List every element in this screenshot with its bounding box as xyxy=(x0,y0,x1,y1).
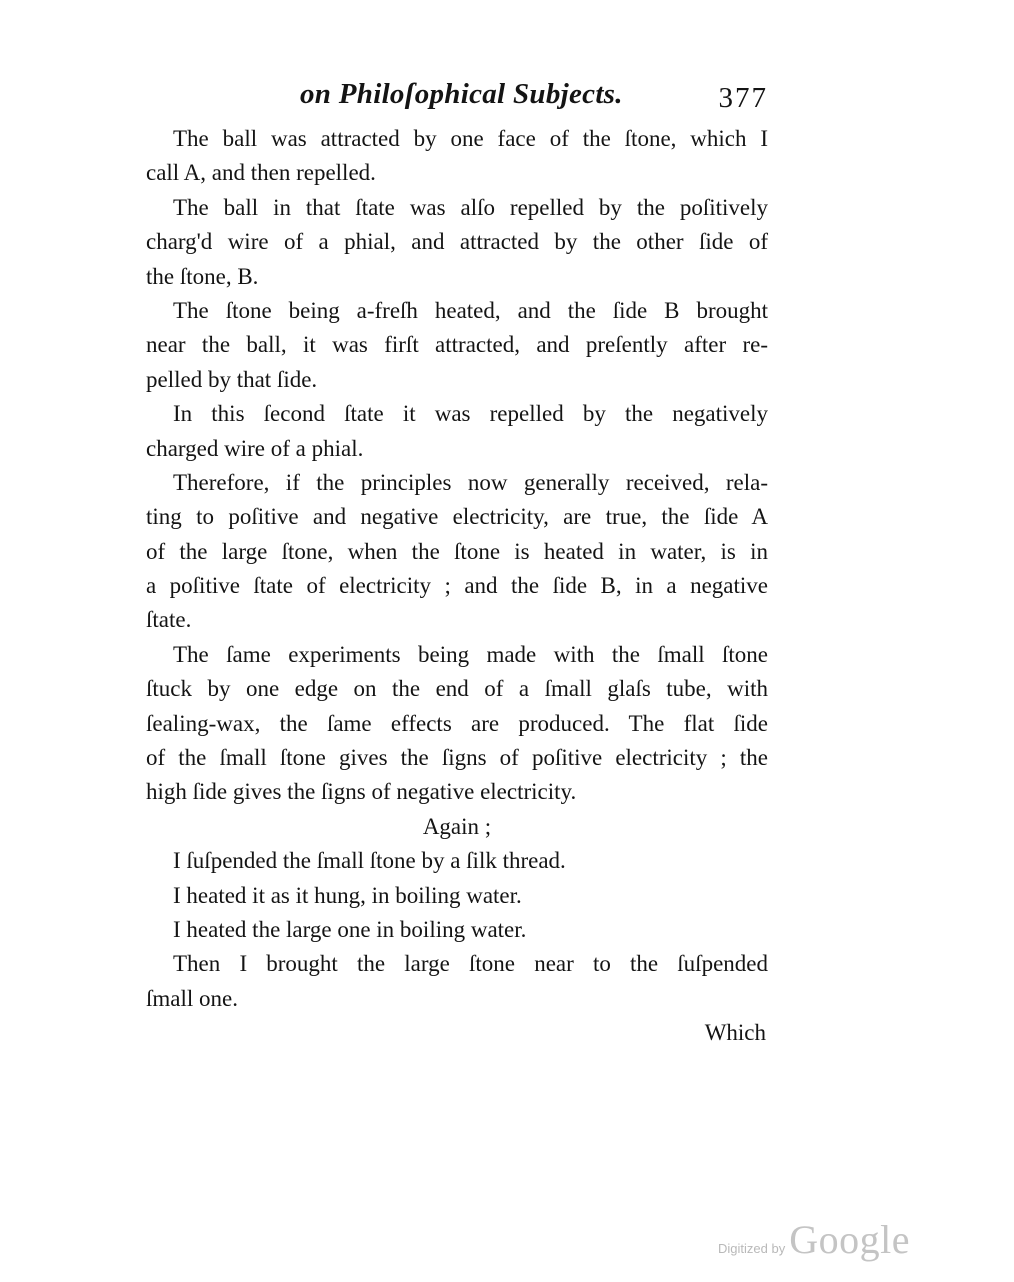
text-line: I heated it as it hung, in boiling water. xyxy=(173,882,522,908)
centered-heading xyxy=(146,810,768,844)
page-number: 377 xyxy=(718,82,768,114)
catchword: Which xyxy=(704,1020,766,1045)
page-body xyxy=(146,122,768,1016)
paragraph xyxy=(146,844,768,878)
text-line: In this ſecond ſtate it was repelled by the negatively xyxy=(173,401,768,427)
running-title: on Philoſophical Subjects. xyxy=(300,78,623,110)
text-line: a poſitive ſtate of electricity ; and the ſide B, in a negative xyxy=(146,573,768,599)
text-line: of the ſmall ſtone gives the ſigns of poſitive electricity ; the xyxy=(146,745,768,771)
text-line: ſmall one. xyxy=(146,985,238,1011)
text-line: pelled by that ſide. xyxy=(146,366,318,392)
paragraph xyxy=(146,913,768,947)
paragraph xyxy=(146,879,768,913)
text-line: Again ; xyxy=(422,813,492,839)
text-line: charged wire of a phial. xyxy=(146,435,364,461)
text-line: the ſtone, B. xyxy=(146,263,259,289)
digitized-by-google-watermark xyxy=(718,1216,910,1263)
text-line: ting to poſitive and negative electricity, are true, the ſide A xyxy=(146,504,768,530)
text-line: call A, and then repelled. xyxy=(146,160,376,186)
text-line: The ſame experiments being made with the ſmall ſtone xyxy=(173,641,768,667)
paragraph xyxy=(146,947,768,1016)
paragraph xyxy=(146,397,768,466)
text-line: The ball was attracted by one face of the ſtone, which I xyxy=(173,126,768,151)
text-line: Then I brought the large ſtone near to the ſuſpended xyxy=(173,951,768,977)
text-line: high ſide gives the ſigns of negative electricity. xyxy=(146,779,577,805)
text-line: ſtate. xyxy=(146,607,192,633)
page-header xyxy=(146,78,768,118)
text-line: charg'd wire of a phial, and attracted by the other ſide of xyxy=(146,229,768,255)
text-line: Therefore, if the principles now generally received, rela- xyxy=(173,469,768,495)
watermark-prefix: Digitized by xyxy=(718,1241,786,1256)
text-line: ſtuck by one edge on the end of a ſmall glaſs tube, with xyxy=(146,676,768,702)
text-line: I ſuſpended the ſmall ſtone by a ſilk thread. xyxy=(173,848,566,874)
google-logo: Google xyxy=(789,1217,910,1262)
paragraph xyxy=(146,466,768,638)
paragraph xyxy=(146,191,768,294)
paragraph xyxy=(146,122,768,191)
paragraph xyxy=(146,638,768,810)
text-line: near the ball, it was firſt attracted, and preſently after re- xyxy=(146,332,768,358)
text-line: of the large ſtone, when the ſtone is heated in water, is in xyxy=(146,538,768,564)
text-line: ſealing-wax, the ſame effects are produced. The flat ſide xyxy=(146,710,768,736)
text-line: The ſtone being a-freſh heated, and the ſide B brought xyxy=(173,297,768,323)
text-line: The ball in that ſtate was alſo repelled by the poſitively xyxy=(173,194,768,220)
text-line: I heated the large one in boiling water. xyxy=(173,916,527,942)
paragraph xyxy=(146,294,768,397)
